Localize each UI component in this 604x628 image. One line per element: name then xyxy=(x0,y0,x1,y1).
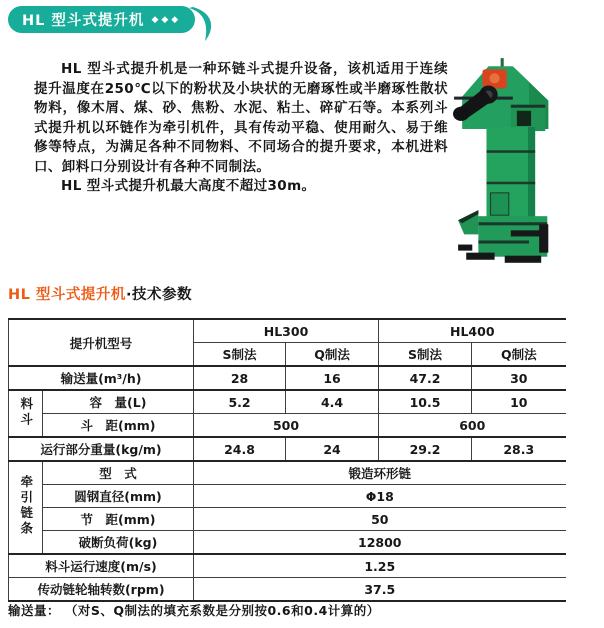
cell-bucket-pitch-hl300: 500 xyxy=(194,414,379,438)
cell-hl400-s-method: S制法 xyxy=(379,343,472,367)
cell-bucket-speed-value: 1.25 xyxy=(194,554,566,578)
banner-swoosh-icon xyxy=(186,2,216,46)
cell-sprocket-speed-label: 传动链轮轴转数(rpm) xyxy=(9,578,194,602)
bucket-elevator-photo xyxy=(450,56,602,274)
section-heading xyxy=(8,283,192,304)
cell-running-weight-hl300q: 24 xyxy=(286,437,379,461)
cell-sprocket-speed-value: 37.5 xyxy=(194,578,566,602)
tech-params-table xyxy=(8,318,566,602)
cell-breaking-load-value: 12800 xyxy=(194,531,566,555)
section-heading-rest: ·技术参数 xyxy=(125,287,192,303)
page-banner xyxy=(8,6,195,34)
intro-paragraph-2: HL 型斗式提升机最大高度不超过30m。 xyxy=(61,178,316,194)
cell-bucket-pitch-hl400: 600 xyxy=(379,414,566,438)
cell-volume-hl300s: 5.2 xyxy=(194,390,286,414)
cell-breaking-load-label: 破断负荷(kg) xyxy=(43,531,194,555)
cell-bucket-pitch-label: 斗 距(mm) xyxy=(43,414,194,438)
cell-hl400-header: HL400 xyxy=(379,319,566,343)
cell-hl300-s-method: S制法 xyxy=(194,343,286,367)
cell-volume-label: 容 量(L) xyxy=(43,390,194,414)
diamond-decor-icon: ◆◆◆ xyxy=(151,14,182,25)
cell-chain-pitch-label: 节 距(mm) xyxy=(43,508,194,531)
bucket-group-label: 料斗 xyxy=(18,396,34,428)
cell-running-weight-hl400s: 29.2 xyxy=(379,437,472,461)
cell-chain-type-label: 型 式 xyxy=(43,461,194,485)
cell-bucket-speed-label: 料斗运行速度(m/s) xyxy=(9,554,194,578)
cell-running-weight-hl400q: 28.3 xyxy=(472,437,566,461)
cell-running-weight-hl300s: 24.8 xyxy=(194,437,286,461)
cell-hl300-header: HL300 xyxy=(194,319,379,343)
intro-text xyxy=(34,60,448,197)
chain-group-label: 牵引链条 xyxy=(18,475,34,537)
cell-volume-hl300q: 4.4 xyxy=(286,390,379,414)
cell-chain-pitch-value: 50 xyxy=(194,508,566,531)
cell-volume-hl400s: 10.5 xyxy=(379,390,472,414)
cell-volume-hl400q: 10 xyxy=(472,390,566,414)
cell-rod-diameter-value: Φ18 xyxy=(194,485,566,508)
cell-rod-diameter-label: 圆钢直径(mm) xyxy=(43,485,194,508)
cell-bucket-group xyxy=(9,390,43,437)
cell-chain-group xyxy=(9,461,43,554)
cell-conveying-hl300q: 16 xyxy=(286,366,379,390)
cell-conveying-label: 输送量(m³/h) xyxy=(9,366,194,390)
section-heading-product: HL 型斗式提升机 xyxy=(8,287,126,303)
cell-model-label: 提升机型号 xyxy=(9,319,194,366)
cell-hl300-q-method: Q制法 xyxy=(286,343,379,367)
cell-hl400-q-method: Q制法 xyxy=(472,343,566,367)
footnote: 输送量： （对S、Q制法的填充系数是分别按0.6和0.4计算的） xyxy=(8,603,380,618)
cell-conveying-hl400q: 30 xyxy=(472,366,566,390)
cell-conveying-hl300s: 28 xyxy=(194,366,286,390)
cell-conveying-hl400s: 47.2 xyxy=(379,366,472,390)
intro-paragraph-1: HL 型斗式提升机是一种环链斗式提升设备，该机适用于连续提升温度在250℃以下的粉状及小块状的无磨琢性或半磨琢性散状物料，像木屑、煤、砂、焦粉、水泥、粘土、碎矿石等。本系列斗式提升机以环链作为牵引机件，具有传动平稳、使用耐久、易于维修等特点，为满足各种不同物料、不同场合的提升要求，本机进料口、卸料口分别设计有各种不同制法。 xyxy=(34,61,448,175)
cell-chain-type-value: 锻造环形链 xyxy=(194,461,566,485)
banner-title: HL 型斗式提升机 xyxy=(22,13,145,29)
cell-running-weight-label: 运行部分重量(kg/m) xyxy=(9,437,194,461)
banner-pill xyxy=(8,6,195,33)
